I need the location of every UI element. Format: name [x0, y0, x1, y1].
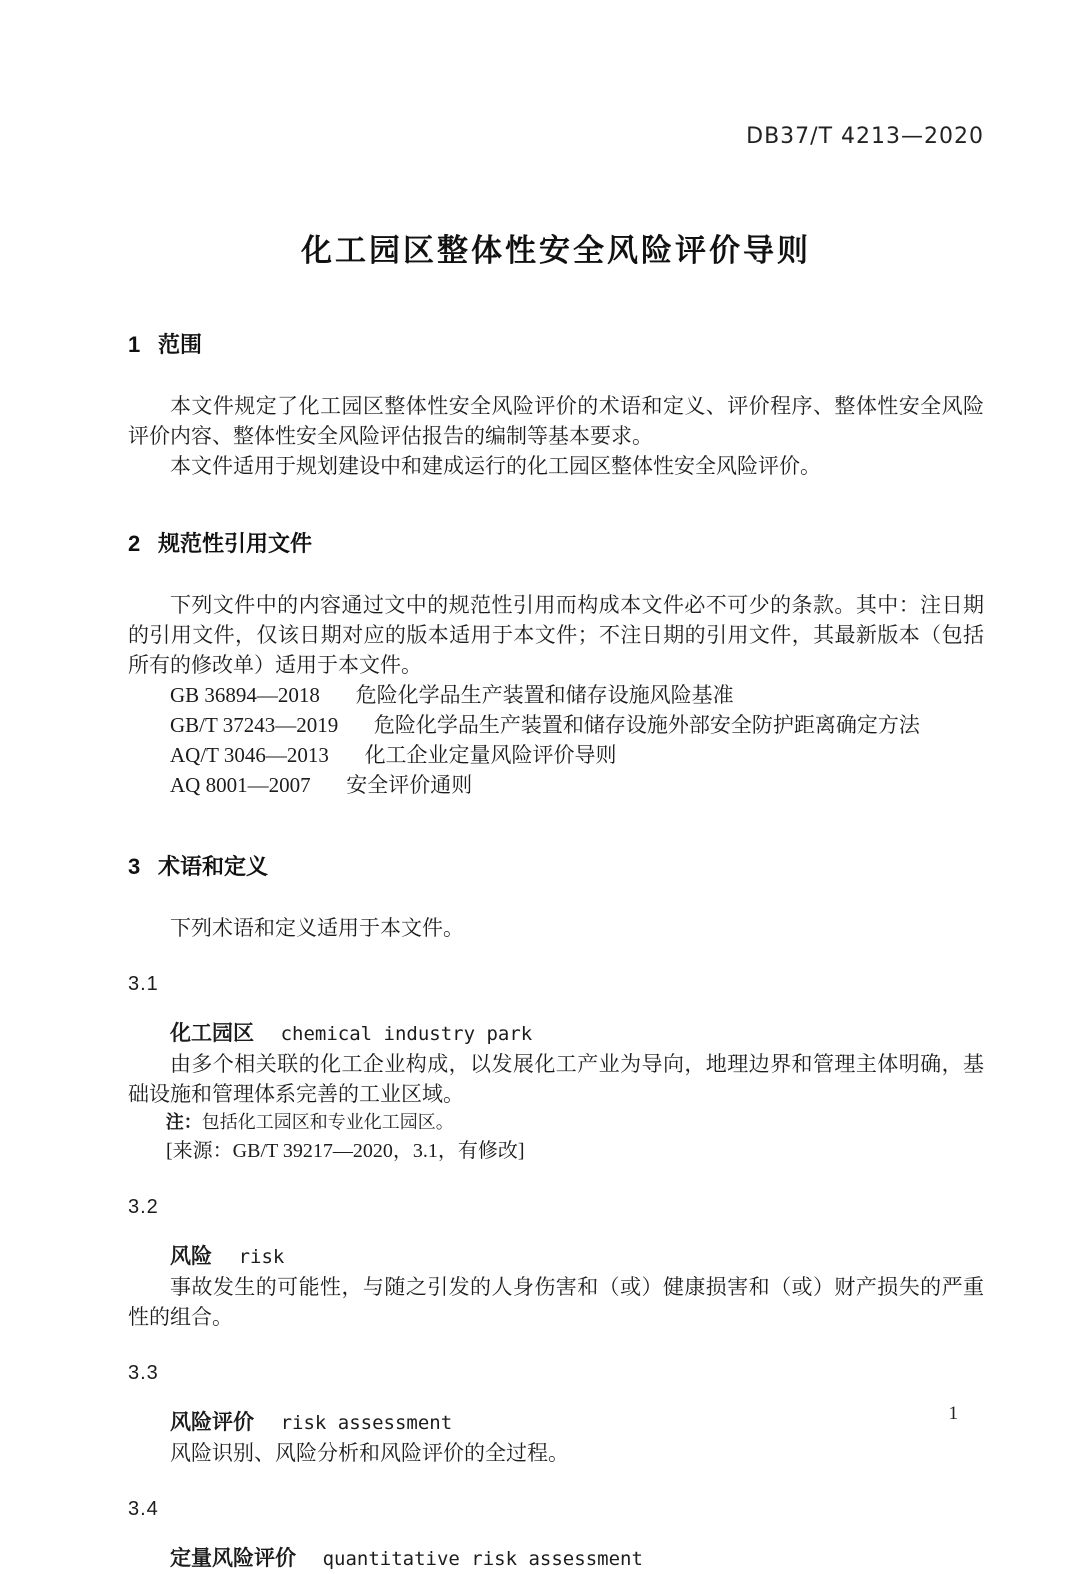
term-en-3-2: risk: [238, 1246, 285, 1268]
term-entry-3-1: [128, 973, 984, 1166]
section-2-number: 2: [128, 531, 141, 556]
term-en-3-3: risk assessment: [280, 1412, 453, 1434]
term-en-3-4: quantitative risk assessment: [322, 1548, 643, 1570]
section-3-heading: [128, 850, 984, 881]
references-intro: 下列文件中的内容通过文中的规范性引用而构成本文件必不可少的条款。其中：注日期的引用文件，仅该日期对应的版本适用于本文件；不注日期的引用文件，其最新版本（包括所有的修改单）适用于本文件。: [128, 593, 984, 677]
term-zh-3-1: 化工园区: [170, 1022, 254, 1045]
reference-name: 化工企业定量风险评价导则: [364, 743, 617, 767]
document-title: 化工园区整体性安全风险评价导则: [301, 233, 811, 268]
reference-name: 安全评价通则: [346, 773, 473, 797]
reference-item: [128, 740, 984, 770]
scope-paragraph-2: 本文件适用于规划建设中和建成运行的化工园区整体性安全风险评价。: [170, 454, 821, 478]
term-3-4: [128, 1543, 984, 1574]
term-entry-3-2: [128, 1196, 984, 1332]
term-definition-3-3: 风险识别、风险分析和风险评价的全过程。: [170, 1441, 569, 1465]
reference-code: GB 36894—2018: [170, 683, 320, 707]
reference-name: 危险化学品生产装置和储存设施风险基准: [355, 683, 734, 707]
scope-paragraph-1: 本文件规定了化工园区整体性安全风险评价的术语和定义、评价程序、整体性安全风险评价内容、整体性安全风险评估报告的编制等基本要求。: [128, 394, 984, 448]
term-3-2: [128, 1241, 984, 1272]
term-zh-3-3: 风险评价: [170, 1411, 254, 1434]
term-3-1: [128, 1018, 984, 1049]
section-2-title: 规范性引用文件: [158, 531, 313, 556]
section-3-number: 3: [128, 854, 141, 879]
reference-item: [128, 710, 984, 740]
term-definition-3-2: 事故发生的可能性，与随之引发的人身伤害和（或）健康损害和（或）财产损失的严重性的组合。: [128, 1275, 984, 1329]
doc-number: DB37/T 4213—2020: [746, 124, 984, 149]
reference-code: GB/T 37243—2019: [170, 713, 339, 737]
term-en-3-1: chemical industry park: [280, 1023, 533, 1045]
references-list: [128, 680, 984, 800]
section-2-heading: [128, 527, 984, 558]
term-number-3-3: 3.3: [128, 1362, 159, 1384]
term-number-3-4: 3.4: [128, 1498, 159, 1520]
page-number: 1: [948, 1403, 958, 1424]
note-label: 注：: [165, 1112, 202, 1132]
term-number-3-1: 3.1: [128, 973, 159, 995]
term-zh-3-2: 风险: [170, 1245, 212, 1268]
term-zh-3-4: 定量风险评价: [170, 1547, 296, 1570]
terms-intro: 下列术语和定义适用于本文件。: [170, 916, 464, 940]
section-3-title: 术语和定义: [158, 854, 269, 879]
reference-item: [128, 680, 984, 710]
term-source-3-1: [来源：GB/T 39217—2020，3.1，有修改]: [166, 1140, 525, 1162]
section-1-title: 范围: [158, 332, 203, 357]
term-note-3-1: [128, 1109, 984, 1136]
term-entry-3-4: [128, 1498, 984, 1574]
reference-name: 危险化学品生产装置和储存设施外部安全防护距离确定方法: [373, 713, 920, 737]
term-definition-3-1: 由多个相关联的化工企业构成，以发展化工产业为导向，地理边界和管理主体明确，基础设施和管理体系完善的工业区域。: [128, 1052, 984, 1106]
section-1-heading: [128, 328, 984, 359]
section-1-number: 1: [128, 332, 141, 357]
term-entry-3-3: [128, 1362, 984, 1468]
reference-code: AQ 8001—2007: [170, 773, 311, 797]
term-number-3-2: 3.2: [128, 1196, 159, 1218]
term-3-3: [128, 1407, 984, 1438]
note-text: 包括化工园区和专业化工园区。: [201, 1112, 454, 1132]
reference-item: [128, 770, 984, 800]
reference-code: AQ/T 3046—2013: [170, 743, 329, 767]
